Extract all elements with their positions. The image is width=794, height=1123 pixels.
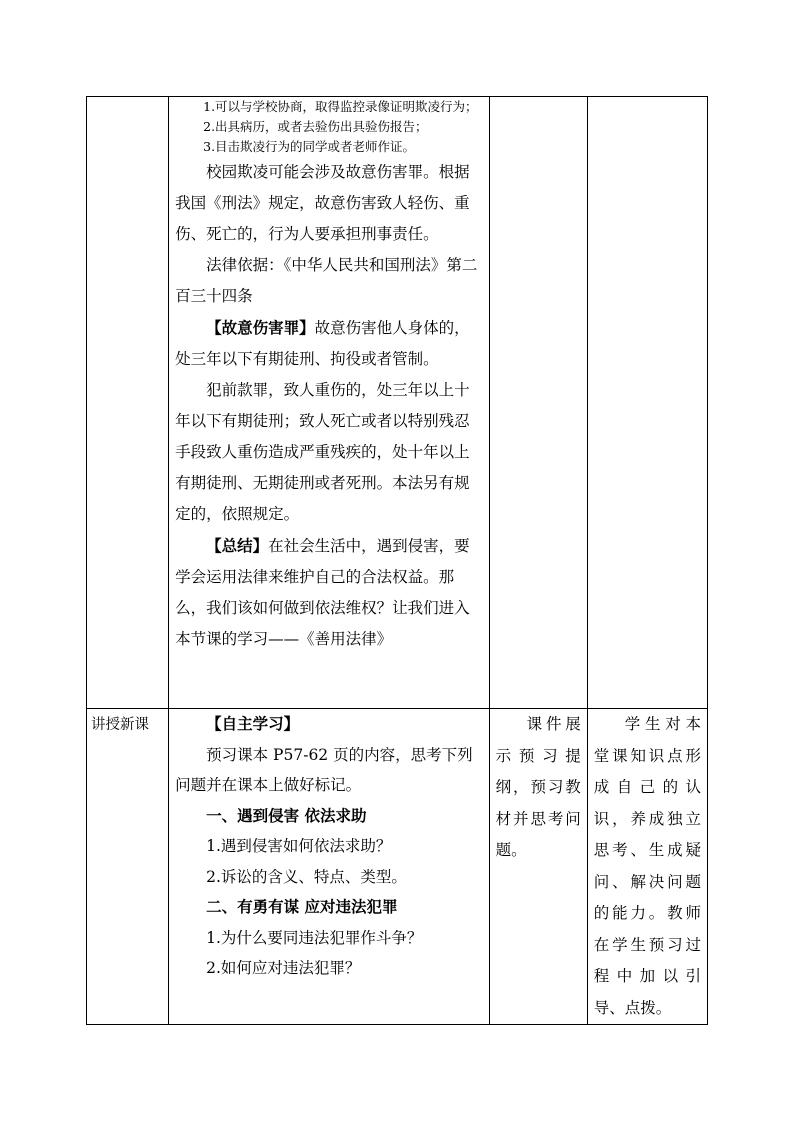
row2-teacher-cell bbox=[489, 709, 587, 1025]
evidence-item: 2.出具病历，或者去验伤出具验伤报告； bbox=[203, 119, 428, 134]
question-item: 1.为什么要同违法犯罪作斗争？ bbox=[206, 928, 423, 947]
row2-label-cell bbox=[87, 709, 169, 1025]
row2-student-cell bbox=[587, 709, 707, 1025]
teacher-activity: 课件展示预习提纲，预习教材并思考问题。 bbox=[495, 715, 581, 859]
stage-label: 讲授新课 bbox=[91, 717, 149, 733]
table-row bbox=[87, 709, 708, 1025]
crime-label: 【故意伤害罪】 bbox=[206, 318, 315, 337]
row1-label-cell bbox=[87, 97, 169, 709]
student-activity: 学生对本堂课知识点形成自己的认识，养成独立思考、生成疑问、解决问题的能力。教师在学生预习过程中加以引导、点拨。 bbox=[593, 715, 701, 1017]
self-study-heading: 【自主学习】 bbox=[206, 714, 300, 733]
evidence-item: 1.可以与学校协商，取得监控录像证明欺凌行为； bbox=[203, 99, 478, 114]
paragraph: 校园欺凌可能会涉及故意伤害罪。根据我国《刑法》规定，故意伤害致人轻伤、重伤、死亡的，行为人要承担刑事责任。 bbox=[175, 163, 470, 243]
evidence-item: 3.目击欺凌行为的同学或者老师作证。 bbox=[203, 139, 416, 154]
question-item: 2.如何应对违法犯罪？ bbox=[206, 959, 361, 977]
row1-teacher-cell bbox=[489, 97, 587, 709]
lesson-plan-table bbox=[86, 96, 708, 1025]
summary-text: 在社会生活中，遇到侵害，要学会运用法律来维护自己的合法权益。那么，我们该如何做到依法维权？让我们进入本节课的学习——《善用法律》 bbox=[175, 537, 470, 648]
paragraph: 犯前款罪，致人重伤的，处三年以上十年以下有期徒刑；致人死亡或者以特别残忍手段致人重伤造成严重残疾的，处十年以上有期徒刑、无期徒刑或者死刑。本法另有规定的，依照规定。 bbox=[175, 381, 470, 523]
question-item: 2.诉讼的含义、特点、类型。 bbox=[206, 867, 407, 886]
crime-text: 故意伤害他人身体的，处三年以下有期徒刑、拘役或者管制。 bbox=[175, 319, 470, 368]
row2-content-cell bbox=[169, 709, 490, 1025]
paragraph: 法律依据：《中华人民共和国刑法》第二百三十四条 bbox=[175, 256, 478, 305]
paragraph bbox=[175, 530, 483, 655]
evidence-list bbox=[175, 97, 483, 157]
table-row bbox=[87, 97, 708, 709]
row1-student-cell bbox=[587, 97, 707, 709]
summary-label: 【总结】 bbox=[206, 536, 269, 555]
section-heading: 一、遇到侵害 依法求助 bbox=[206, 805, 367, 825]
question-item: 1.遇到侵害如何依法求助？ bbox=[206, 837, 392, 855]
row1-content-cell bbox=[169, 97, 490, 709]
paragraph: 预习课本 P57-62 页的内容，思考下列问题并在课本上做好标记。 bbox=[175, 745, 473, 794]
paragraph bbox=[175, 312, 483, 375]
section-heading: 二、有勇有谋 应对违法犯罪 bbox=[206, 897, 398, 916]
